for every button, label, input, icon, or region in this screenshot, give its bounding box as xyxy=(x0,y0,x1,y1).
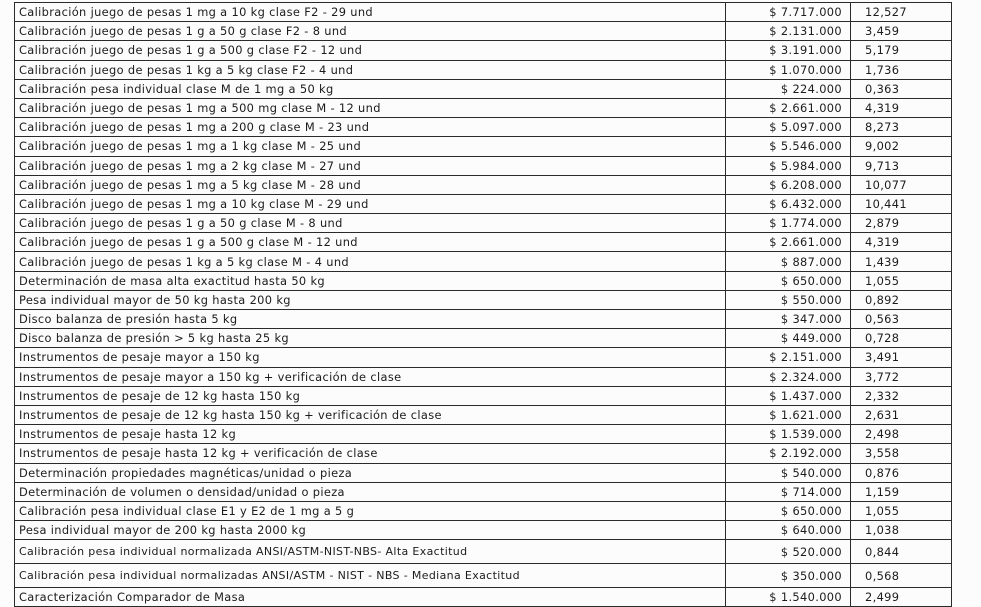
factor-cell: 2,499 xyxy=(851,588,952,607)
price-cell: $ 550.000 xyxy=(726,290,851,309)
service-description-cell: Calibración juego de pesas 1 mg a 200 g clase M - 23 und xyxy=(15,118,726,137)
factor-cell: 9,002 xyxy=(851,137,952,156)
price-cell: $ 2.661.000 xyxy=(726,98,851,117)
service-description-cell: Calibración pesa individual clase E1 y E2 de 1 mg a 5 g xyxy=(15,501,726,520)
table-row xyxy=(15,310,952,329)
factor-cell: 10,077 xyxy=(851,175,952,194)
table-row xyxy=(15,156,952,175)
service-description-cell: Instrumentos de pesaje mayor a 150 kg xyxy=(15,348,726,367)
table-row xyxy=(15,564,952,588)
price-cell: $ 1.774.000 xyxy=(726,214,851,233)
table-row xyxy=(15,521,952,540)
factor-cell: 0,568 xyxy=(851,564,952,588)
price-cell: $ 5.097.000 xyxy=(726,118,851,137)
service-description-cell: Calibración pesa individual normalizadas ANSI/ASTM - NIST - NBS - Mediana Exactitud xyxy=(15,564,726,588)
table-row xyxy=(15,463,952,482)
factor-cell: 3,491 xyxy=(851,348,952,367)
factor-cell: 1,439 xyxy=(851,252,952,271)
price-cell: $ 6.432.000 xyxy=(726,194,851,213)
factor-cell: 1,736 xyxy=(851,60,952,79)
factor-cell: 4,319 xyxy=(851,233,952,252)
price-cell: $ 3.191.000 xyxy=(726,41,851,60)
price-cell: $ 2.324.000 xyxy=(726,367,851,386)
table-row xyxy=(15,348,952,367)
factor-cell: 0,892 xyxy=(851,290,952,309)
table-row xyxy=(15,271,952,290)
price-cell: $ 224.000 xyxy=(726,79,851,98)
table-row xyxy=(15,252,952,271)
service-description-cell: Pesa individual mayor de 200 kg hasta 2000 kg xyxy=(15,521,726,540)
table-row xyxy=(15,194,952,213)
price-cell: $ 520.000 xyxy=(726,540,851,564)
price-cell: $ 449.000 xyxy=(726,329,851,348)
service-description-cell: Calibración pesa individual normalizada ANSI/ASTM-NIST-NBS- Alta Exactitud xyxy=(15,540,726,564)
factor-cell: 8,273 xyxy=(851,118,952,137)
factor-cell: 2,498 xyxy=(851,425,952,444)
factor-cell: 4,319 xyxy=(851,98,952,117)
table-row xyxy=(15,329,952,348)
table-row xyxy=(15,233,952,252)
factor-cell: 2,879 xyxy=(851,214,952,233)
service-description-cell: Instrumentos de pesaje mayor a 150 kg + verificación de clase xyxy=(15,367,726,386)
table-row xyxy=(15,588,952,607)
factor-cell: 1,055 xyxy=(851,501,952,520)
factor-cell: 1,038 xyxy=(851,521,952,540)
service-description-cell: Instrumentos de pesaje de 12 kg hasta 150 kg xyxy=(15,386,726,405)
factor-cell: 2,332 xyxy=(851,386,952,405)
service-description-cell: Calibración juego de pesas 1 kg a 5 kg clase F2 - 4 und xyxy=(15,60,726,79)
price-cell: $ 650.000 xyxy=(726,501,851,520)
factor-cell: 3,772 xyxy=(851,367,952,386)
factor-cell: 1,159 xyxy=(851,482,952,501)
price-table-body xyxy=(15,3,952,607)
table-row xyxy=(15,22,952,41)
service-description-cell: Determinación de masa alta exactitud hasta 50 kg xyxy=(15,271,726,290)
service-description-cell: Calibración pesa individual clase M de 1 mg a 50 kg xyxy=(15,79,726,98)
factor-cell: 12,527 xyxy=(851,3,952,22)
table-row xyxy=(15,482,952,501)
factor-cell: 0,728 xyxy=(851,329,952,348)
factor-cell: 10,441 xyxy=(851,194,952,213)
price-cell: $ 1.070.000 xyxy=(726,60,851,79)
price-cell: $ 2.661.000 xyxy=(726,233,851,252)
table-row xyxy=(15,3,952,22)
factor-cell: 5,179 xyxy=(851,41,952,60)
factor-cell: 0,563 xyxy=(851,310,952,329)
table-row xyxy=(15,79,952,98)
table-row xyxy=(15,444,952,463)
service-description-cell: Instrumentos de pesaje de 12 kg hasta 150 kg + verificación de clase xyxy=(15,405,726,424)
service-description-cell: Calibración juego de pesas 1 g a 50 g clase M - 8 und xyxy=(15,214,726,233)
service-description-cell: Calibración juego de pesas 1 mg a 5 kg clase M - 28 und xyxy=(15,175,726,194)
service-description-cell: Calibración juego de pesas 1 mg a 2 kg clase M - 27 und xyxy=(15,156,726,175)
service-description-cell: Pesa individual mayor de 50 kg hasta 200 kg xyxy=(15,290,726,309)
price-table xyxy=(14,2,952,607)
price-cell: $ 650.000 xyxy=(726,271,851,290)
factor-cell: 3,558 xyxy=(851,444,952,463)
price-cell: $ 2.151.000 xyxy=(726,348,851,367)
price-cell: $ 1.540.000 xyxy=(726,588,851,607)
price-cell: $ 7.717.000 xyxy=(726,3,851,22)
table-row xyxy=(15,98,952,117)
service-description-cell: Instrumentos de pesaje hasta 12 kg + verificación de clase xyxy=(15,444,726,463)
service-description-cell: Disco balanza de presión hasta 5 kg xyxy=(15,310,726,329)
service-description-cell: Instrumentos de pesaje hasta 12 kg xyxy=(15,425,726,444)
service-description-cell: Determinación propiedades magnéticas/unidad o pieza xyxy=(15,463,726,482)
service-description-cell: Calibración juego de pesas 1 mg a 500 mg clase M - 12 und xyxy=(15,98,726,117)
service-description-cell: Calibración juego de pesas 1 kg a 5 kg clase M - 4 und xyxy=(15,252,726,271)
table-row xyxy=(15,367,952,386)
table-row xyxy=(15,41,952,60)
price-cell: $ 350.000 xyxy=(726,564,851,588)
factor-cell: 0,844 xyxy=(851,540,952,564)
price-cell: $ 5.984.000 xyxy=(726,156,851,175)
service-description-cell: Calibración juego de pesas 1 mg a 1 kg clase M - 25 und xyxy=(15,137,726,156)
price-cell: $ 2.131.000 xyxy=(726,22,851,41)
table-row xyxy=(15,290,952,309)
service-description-cell: Caracterización Comparador de Masa xyxy=(15,588,726,607)
table-row xyxy=(15,540,952,564)
factor-cell: 0,363 xyxy=(851,79,952,98)
table-row xyxy=(15,405,952,424)
price-cell: $ 714.000 xyxy=(726,482,851,501)
price-cell: $ 6.208.000 xyxy=(726,175,851,194)
table-row xyxy=(15,60,952,79)
price-cell: $ 2.192.000 xyxy=(726,444,851,463)
table-row xyxy=(15,175,952,194)
price-cell: $ 1.437.000 xyxy=(726,386,851,405)
table-row xyxy=(15,386,952,405)
table-row xyxy=(15,214,952,233)
table-row xyxy=(15,425,952,444)
table-row xyxy=(15,501,952,520)
service-description-cell: Calibración juego de pesas 1 g a 500 g clase M - 12 und xyxy=(15,233,726,252)
table-row xyxy=(15,137,952,156)
service-description-cell: Calibración juego de pesas 1 g a 50 g clase F2 - 8 und xyxy=(15,22,726,41)
price-cell: $ 1.621.000 xyxy=(726,405,851,424)
price-cell: $ 1.539.000 xyxy=(726,425,851,444)
price-cell: $ 887.000 xyxy=(726,252,851,271)
factor-cell: 2,631 xyxy=(851,405,952,424)
price-cell: $ 347.000 xyxy=(726,310,851,329)
service-description-cell: Calibración juego de pesas 1 mg a 10 kg clase F2 - 29 und xyxy=(15,3,726,22)
factor-cell: 3,459 xyxy=(851,22,952,41)
service-description-cell: Disco balanza de presión > 5 kg hasta 25 kg xyxy=(15,329,726,348)
service-description-cell: Determinación de volumen o densidad/unidad o pieza xyxy=(15,482,726,501)
factor-cell: 1,055 xyxy=(851,271,952,290)
price-cell: $ 5.546.000 xyxy=(726,137,851,156)
service-description-cell: Calibración juego de pesas 1 mg a 10 kg clase M - 29 und xyxy=(15,194,726,213)
price-cell: $ 540.000 xyxy=(726,463,851,482)
factor-cell: 0,876 xyxy=(851,463,952,482)
factor-cell: 9,713 xyxy=(851,156,952,175)
service-description-cell: Calibración juego de pesas 1 g a 500 g clase F2 - 12 und xyxy=(15,41,726,60)
table-row xyxy=(15,118,952,137)
price-cell: $ 640.000 xyxy=(726,521,851,540)
